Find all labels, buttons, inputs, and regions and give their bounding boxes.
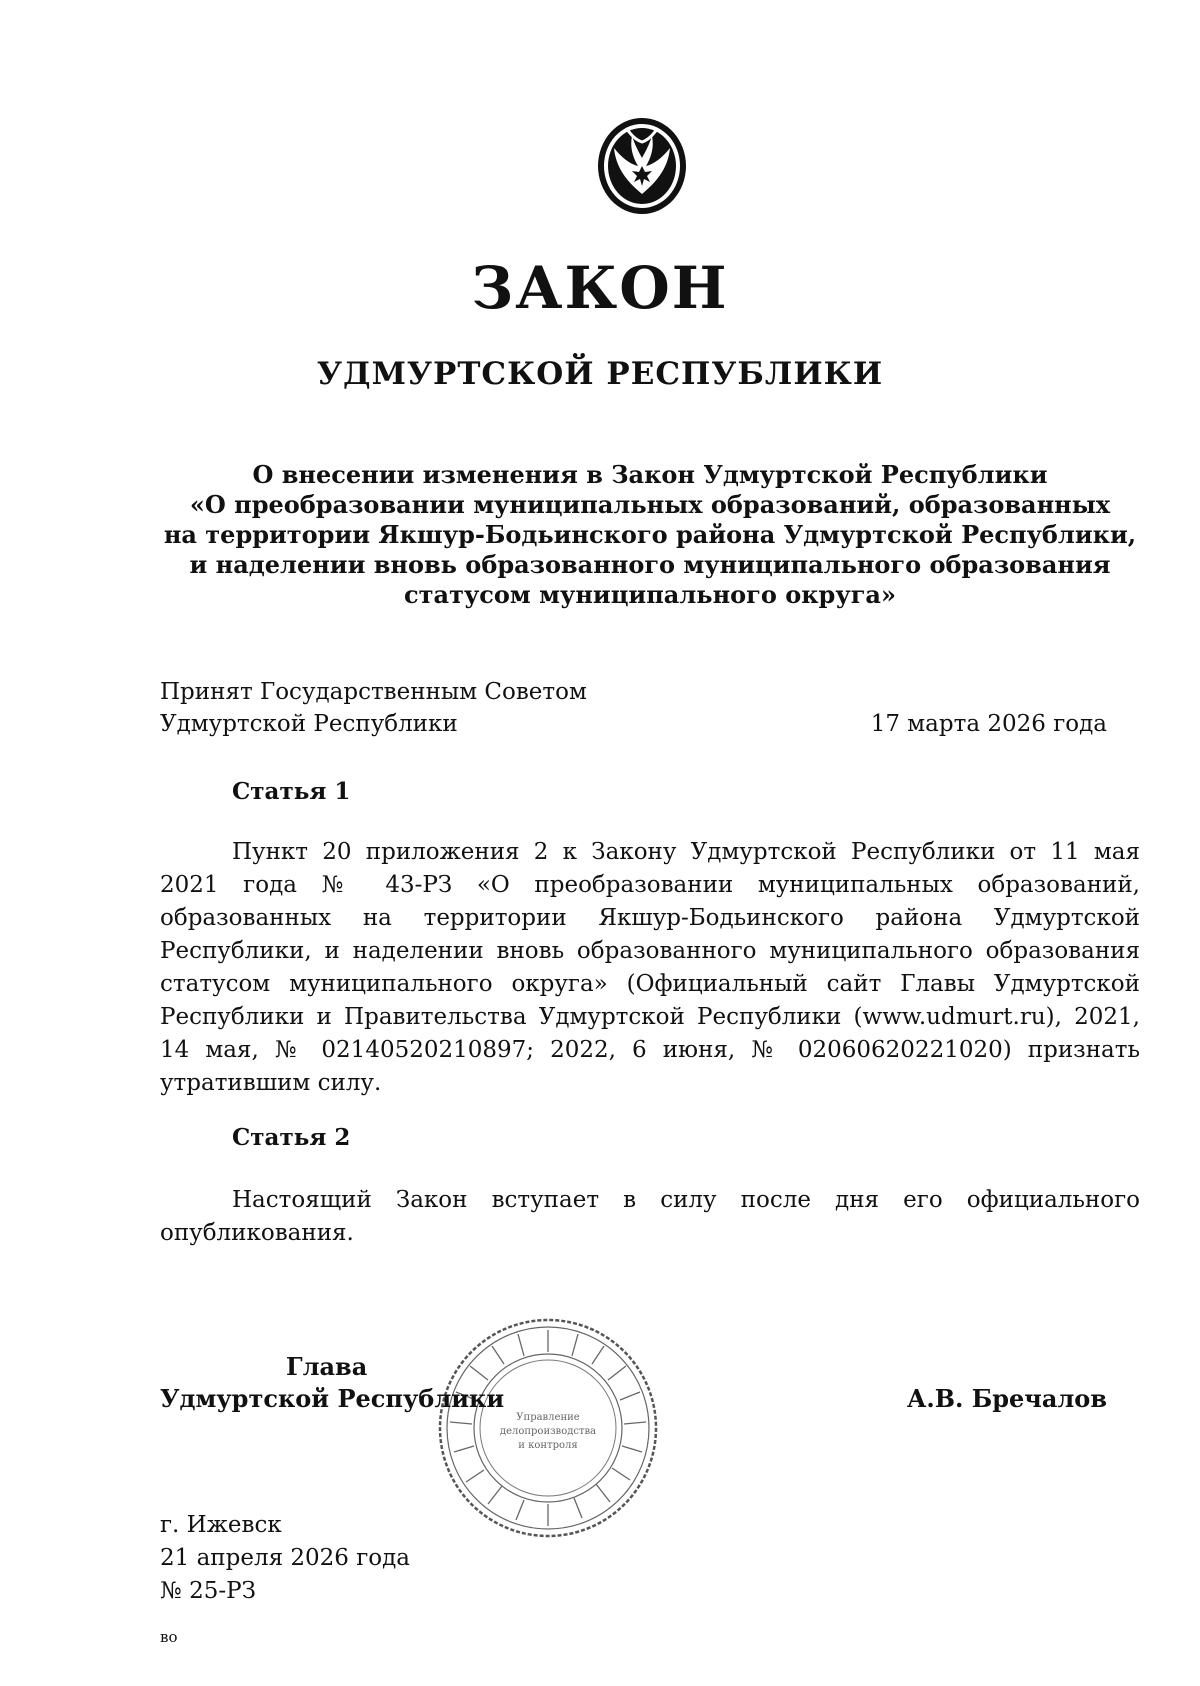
law-heading <box>150 460 1150 610</box>
heading-line: «О преобразовании муниципальных образований, образованных <box>189 490 1111 519</box>
article-1-line: Республики, и наделении вновь образованного муниципального образования <box>160 938 1140 964</box>
adoption-date: 17 марта 2026 года <box>870 711 1107 737</box>
article-1-line: 14 мая, № 02140520210897; 2022, 6 июня, № 02060620221020) признать <box>160 1037 1140 1063</box>
article-1-title: Статья 1 <box>232 778 351 805</box>
stamp-text: Управление <box>516 1412 580 1423</box>
svg-text:делопроизводства: делопроизводства <box>499 1426 597 1437</box>
heading-line: статусом муниципального округа» <box>404 580 896 609</box>
document-title: ЗАКОН <box>471 254 729 322</box>
article-1-line: Республики и Правительства Удмуртской Республики (www.udmurt.ru), 2021, <box>160 1004 1140 1030</box>
heading-line: О внесении изменения в Закон Удмуртской Республики <box>252 460 1048 489</box>
article-2-title: Статья 2 <box>232 1124 351 1151</box>
signatory-position-line-1: Глава <box>286 1352 368 1381</box>
article-1-line: образованных на территории Якшур-Бодьинского района Удмуртской <box>160 905 1140 931</box>
article-1-line: статусом муниципального округа» (Официальный сайт Главы Удмуртской <box>160 971 1140 997</box>
place-of-signing: г. Ижевск <box>160 1512 282 1538</box>
article-2-body <box>160 1184 1140 1250</box>
adoption-line-1: Принят Государственным Советом <box>160 679 587 705</box>
article-1-line: 2021 года № 43-РЗ «О преобразовании муниципальных образований, <box>160 872 1140 898</box>
article-2-line: опубликования. <box>160 1220 354 1246</box>
official-seal-stamp-icon <box>432 1312 664 1544</box>
adoption-line-2: Удмуртской Республики <box>160 711 458 737</box>
law-number: № 25-РЗ <box>160 1578 256 1604</box>
heading-line: и наделении вновь образованного муниципального образования <box>189 550 1111 579</box>
article-1-line: Пункт 20 приложения 2 к Закону Удмуртской Республики от 11 мая <box>232 839 1140 865</box>
udmurtia-coat-of-arms-icon <box>586 108 698 220</box>
executor-mark: во <box>160 1628 178 1646</box>
signatory-name: А.В. Бречалов <box>906 1384 1107 1413</box>
article-1-line: утратившим силу. <box>160 1070 382 1096</box>
document-subtitle: УДМУРТСКОЙ РЕСПУБЛИКИ <box>316 356 884 392</box>
article-2-line: Настоящий Закон вступает в силу после дня его официального <box>232 1187 1140 1213</box>
adoption-info <box>160 676 587 740</box>
article-1-body <box>160 836 1140 1100</box>
heading-line: на территории Якшур-Бодьинского района Удмуртской Республики, <box>163 520 1137 549</box>
signatory-position-line-2: Удмуртской Республики <box>160 1384 505 1413</box>
svg-text:и контроля: и контроля <box>518 1440 578 1451</box>
signing-date: 21 апреля 2026 года <box>160 1545 411 1571</box>
